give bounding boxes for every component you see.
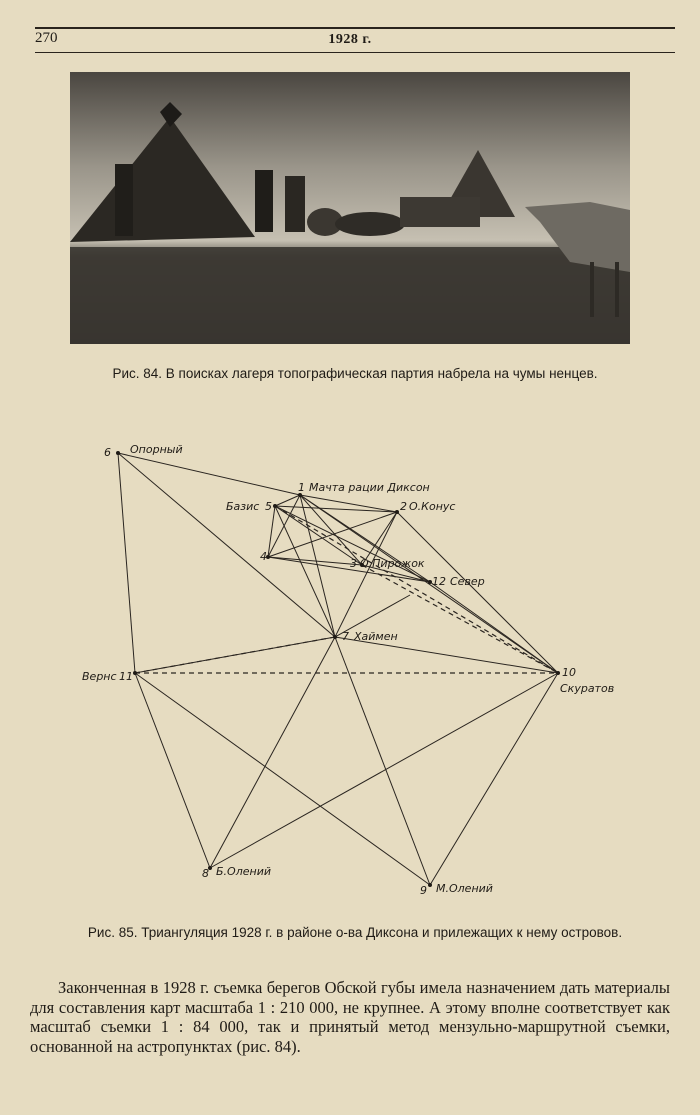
- station-8-number: 8: [202, 867, 209, 880]
- station-12-number: 12: [432, 575, 446, 588]
- figure-85-caption: Рис. 85. Триангуляция 1928 г. в районе о-ва Диксона и прилежащих к нему островов.: [87, 925, 623, 940]
- header-bottom-rule: [35, 52, 675, 53]
- station-points: [116, 451, 560, 887]
- station-9-number: 9: [420, 884, 427, 897]
- station-5-number: 5: [265, 500, 272, 513]
- station-2-number: 2: [400, 500, 407, 513]
- running-head: 1928 г.: [328, 32, 372, 47]
- station-7-point: [333, 635, 337, 639]
- station-10-number: 10: [562, 666, 576, 679]
- station-12-name: Север: [450, 575, 485, 588]
- station-2-point: [395, 510, 399, 514]
- figure-84-caption: Рис. 84. В поисках лагеря топографическая партия набрела на чумы ненцев.: [112, 366, 598, 381]
- header-top-rule: [35, 27, 675, 29]
- station-11-number: 11: [119, 670, 133, 683]
- station-9-name: М.Олений: [436, 882, 493, 895]
- station-1-number: 1: [298, 481, 305, 494]
- station-7-number: 7: [342, 630, 349, 643]
- triangulation-diagram: [70, 430, 650, 910]
- station-3-number: 3: [350, 557, 357, 570]
- station-6-name: Опорный: [130, 443, 183, 456]
- station-11-point: [133, 671, 137, 675]
- triangulation-lines: [118, 453, 558, 885]
- dashed-lines: [135, 506, 558, 673]
- station-6-point: [116, 451, 120, 455]
- station-5-name: Базис: [226, 500, 260, 513]
- body-paragraph: Законченная в 1928 г. съемка берегов Обской губы имела назначением дать материалы для составления карт масштаба 1 : 210 000, не крупнее. А этому вполне соответствует как масштаб съемки 1 : 84 000, так и принятый метод мензульно-маршрутной съемки, основанной на астропунктах (рис. 84).: [30, 978, 670, 1056]
- photo-nenets-camp: [70, 72, 630, 344]
- station-5-point: [273, 504, 277, 508]
- station-2-name: О.Конус: [409, 500, 456, 513]
- station-3-name: О.Пирожок: [360, 557, 425, 570]
- station-1-name: Мачта рации Диксон: [309, 481, 430, 494]
- station-8-name: Б.Олений: [216, 865, 271, 878]
- station-9-point: [428, 883, 432, 887]
- station-10-name: Скуратов: [560, 682, 615, 695]
- station-11-name: Вернс: [82, 670, 117, 683]
- station-7-name: Хаймен: [354, 630, 398, 643]
- page-number: 270: [35, 30, 58, 46]
- station-10-point: [556, 671, 560, 675]
- station-6-number: 6: [104, 446, 111, 459]
- station-4-number: 4: [260, 550, 267, 563]
